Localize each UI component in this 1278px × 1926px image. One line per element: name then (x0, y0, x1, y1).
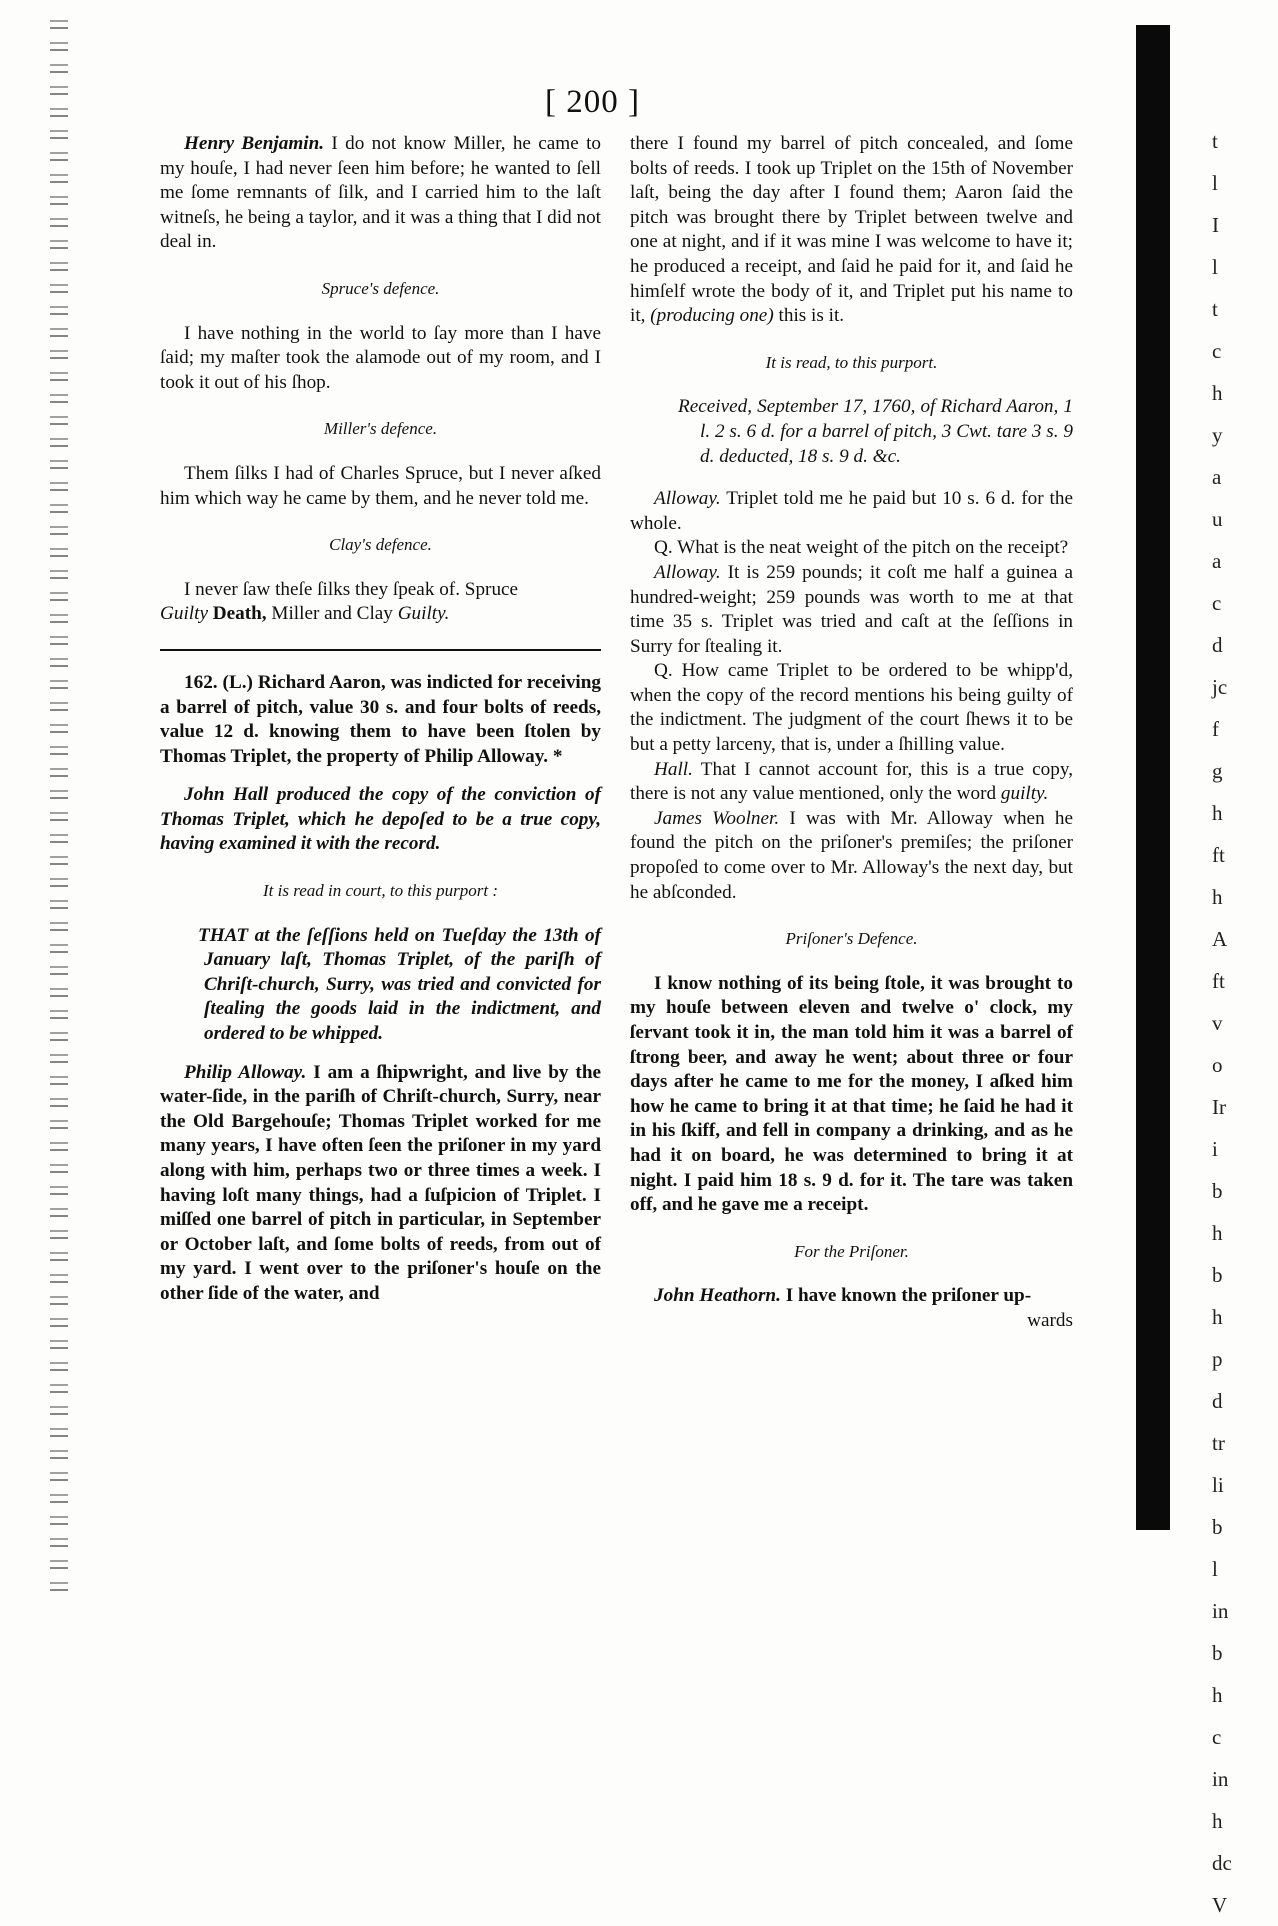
adjacent-page-fragment: ft (1212, 969, 1225, 993)
paragraph-spruce-defence: I have nothing in the world to ſay more than I have ſaid; my maſter took the alamode out of my room, and I took it out of his ſhop. (160, 322, 601, 393)
adjacent-page-fragment: a (1212, 549, 1222, 573)
right-column (630, 132, 1073, 1334)
paragraph-alloway-answer-1 (630, 487, 1073, 536)
adjacent-page-fragment: in (1212, 1767, 1229, 1791)
adjacent-page-fragment: l (1212, 255, 1218, 279)
paragraph-text: I have known the priſoner up- (785, 1285, 1032, 1307)
adjacent-page-fragment: b (1212, 1179, 1223, 1203)
adjacent-page-fragment: d (1212, 1389, 1223, 1413)
word-guilty: guilty. (1000, 783, 1049, 805)
receipt-quote: Received, September 17, 1760, of Richard Aaron, 1 l. 2 s. 6 d. for a barrel of pitch, 3 Cwt. tare 3 s. 9 d. deducted, 18 s. 9 d. &c. (678, 396, 1073, 467)
heading-for-prisoner: For the Priſoner. (794, 1241, 909, 1261)
adjacent-page-fragment: h (1212, 885, 1223, 909)
adjacent-page-fragment: tr (1212, 1431, 1225, 1455)
page-number: [ 200 ] (545, 84, 640, 120)
heading-prisoner-defence: Priſoner's Defence. (785, 929, 918, 949)
paragraph-clay-defence (160, 578, 601, 627)
paragraph-alloway-continued (630, 132, 1073, 329)
paragraph-text: I do not know Miller, he came to my houſe, I had never ſeen him before; he wanted to ſell me ſome remnants of ſilk, and I carried him to the laſt witneſs, he being a taylor, and it was a thing that I did not deal in. (160, 133, 602, 253)
adjacent-page-fragment: I (1212, 213, 1219, 237)
adjacent-page-fragment: l (1212, 171, 1218, 195)
paragraph-prisoner-defence: I know nothing of its being ſtole, it was brought to my houſe between eleven and twelve o' clock, my ſervant took it in, the man told him it was a barrel of ſtrong beer, and away he went; about three or four days after he came to me for the money, I aſked him how he came to bring it at that time; he ſaid he had it in his ſkiff, and fell in company a drinking, and as he had it on board, he was determined to bring it at night. I paid him 18 s. 9 d. for it. The tare was taken off, and he gave me a receipt. (630, 972, 1073, 1216)
adjacent-page-fragment: b (1212, 1263, 1223, 1287)
adjacent-page-fragment: y (1212, 423, 1223, 447)
paragraph-text: I am a ſhipwright, and live by the water-ſide, in the pariſh of Chriſt-church, Surry, near the Old Bargehouſe; Thomas Triplet worked for me many years, I have often ſeen the priſoner in my yard along with him, perhaps two or three times a week. I having loſt many things, had a ſuſpicion of Triplet. I miſſed one barrel of pitch in particular, in September or October laſt, and ſome bolts of reeds, from out of my yard. I went over to the priſoner's houſe on the other ſide of the water, and (160, 1061, 602, 1304)
adjacent-page-fragment: jc (1212, 675, 1228, 699)
paragraph-miller-defence: Them ſilks I had of Charles Spruce, but I never aſked him which way he came by them, and he never told me. (160, 462, 601, 509)
speaker-name: James Woolner. (654, 807, 780, 829)
catchword: wards (1027, 1309, 1073, 1331)
adjacent-page-fragment: v (1212, 1011, 1223, 1035)
paragraph-text: was indicted for receiving a barrel of pitch, value 30 s. and four bolts of reeds, value 12 d. knowing them to have been ſtolen by Thomas Triplet, the property of Philip Alloway. * (160, 671, 602, 767)
speaker-name: Alloway. (654, 561, 721, 583)
adjacent-page-fragment: h (1212, 1221, 1223, 1245)
case-number: 162. (L.) (184, 671, 253, 693)
paragraph-hall-copy: John Hall produced the copy of the conviction of Thomas Triplet, which he depoſed to be a true copy, having examined it with the record. (160, 784, 601, 855)
paragraph-question-2: Q. How came Triplet to be ordered to be whipp'd, when the copy of the record mentions his being guilty of the indictment. The judgment of the court ſhews it to be but a petty larceny, that is, under a ſhilling value. (630, 660, 1073, 756)
adjacent-page-fragment: li (1212, 1473, 1224, 1497)
verdict-text: Miller and Clay (271, 603, 393, 625)
paragraph-indictment (160, 671, 601, 769)
speaker-name: Henry Benjamin. (184, 133, 325, 154)
paragraph-text: Triplet told me he paid but 10 s. 6 d. for the whole. (630, 488, 1073, 534)
heading-read-in-court: It is read in court, to this purport : (262, 881, 498, 901)
paragraph-hall-answer (630, 758, 1073, 807)
adjacent-page-fragment: ft (1212, 843, 1225, 867)
section-divider (160, 649, 601, 651)
adjacent-page-fragment: dc (1212, 1851, 1232, 1875)
paragraph-john-heathorn (630, 1284, 1073, 1309)
paragraph-text: That I cannot account for, this is a true copy, there is not any value mentioned, only the word (630, 758, 1073, 805)
verdict-guilty: Guilty. (397, 603, 450, 625)
adjacent-page-fragment: h (1212, 1683, 1223, 1707)
paragraph-philip-alloway (160, 1061, 601, 1307)
adjacent-page-fragment: p (1212, 1347, 1223, 1371)
adjacent-page-fragment: o (1212, 1053, 1223, 1077)
verdict-death: Death, (212, 603, 267, 625)
adjacent-page-fragment: h (1212, 1305, 1223, 1329)
adjacent-page-fragment: b (1212, 1515, 1223, 1539)
paragraph-james-woolner (630, 807, 1073, 905)
adjacent-page-fragment: in (1212, 1599, 1229, 1623)
paragraph-text: this is it. (778, 305, 845, 327)
heading-miller-defence: Miller's defence. (323, 419, 438, 439)
paragraph-question-1: Q. What is the neat weight of the pitch on the receipt? (654, 537, 1069, 559)
adjacent-page-fragment: g (1212, 759, 1223, 783)
adjacent-page-fragment: c (1212, 1725, 1222, 1749)
adjacent-page-fragment: a (1212, 465, 1222, 489)
paragraph-alloway-answer-2 (630, 561, 1073, 659)
adjacent-page-fragment: i (1212, 1137, 1218, 1161)
defendant-name: Richard Aaron, (257, 671, 386, 693)
adjacent-page-fragment: c (1212, 339, 1222, 363)
adjacent-page-fragment: c (1212, 591, 1222, 615)
paragraph-henry-benjamin (160, 132, 601, 255)
court-record-quote: THAT at the ſeſſions held on Tueſday the 13th of January laſt, Thomas Triplet, of the pariſh of Chriſt-church, Surry, was tried and convicted for ſtealing the goods laid in the indictment, and ordered to be whipped. (198, 924, 601, 1045)
paragraph-text: I was with Mr. Alloway when he found the pitch on the priſoner's premiſes; the priſoner propoſed to come over to Mr. Alloway's the next day, but he abſconded. (630, 807, 1073, 903)
speaker-name: Alloway. (654, 488, 721, 510)
left-column (160, 132, 601, 1307)
paragraph-text: I never ſaw theſe ſilks they ſpeak of. Spruce (184, 578, 519, 600)
heading-clay-defence: Clay's defence. (329, 535, 432, 555)
adjacent-page-fragment: h (1212, 801, 1223, 825)
adjacent-page-fragment: A (1212, 927, 1228, 951)
adjacent-page-fragment: V (1212, 1893, 1228, 1917)
adjacent-page-fragment: l (1212, 1557, 1218, 1581)
binding-gutter (50, 20, 68, 1600)
page-fold-shadow (1136, 25, 1170, 1530)
verdict-guilty: Guilty (160, 603, 208, 625)
adjacent-page-fragment: h (1212, 1809, 1223, 1833)
adjacent-page-fragment: h (1212, 381, 1223, 405)
speaker-name: John Heathorn. (654, 1285, 781, 1307)
adjacent-page-fragment: t (1212, 129, 1218, 153)
heading-read-purport: It is read, to this purport. (765, 352, 938, 372)
adjacent-page-fragments (1212, 120, 1274, 1926)
adjacent-page-fragment: f (1212, 717, 1219, 741)
adjacent-page-fragment: b (1212, 1641, 1223, 1665)
adjacent-page-fragment: u (1212, 507, 1223, 531)
adjacent-page-fragment: Ir (1212, 1095, 1226, 1119)
adjacent-page-fragment: d (1212, 633, 1223, 657)
stage-direction: (producing one) (650, 305, 774, 327)
adjacent-page-fragment: t (1212, 297, 1218, 321)
paragraph-text: there I found my barrel of pitch concealed, and ſome bolts of reeds. I took up Triplet on the 15th of November laſt, being the day after I found them; Aaron ſaid the pitch was brought there by Triplet between twelve and one at night, and if it was mine I was welcome to have it; he produced a receipt, and ſaid he paid for it, and ſaid he himſelf wrote the body of it, and Triplet put his name to it, (630, 133, 1073, 327)
speaker-name: Hall. (654, 758, 693, 780)
speaker-name: Philip Alloway. (184, 1061, 307, 1083)
paragraph-text: It is 259 pounds; it coſt me half a guinea a hundred-weight; 259 pounds was worth to me at that time 35 s. Triplet was tried and caſt at the ſeſſions in Surry for ſtealing it. (630, 561, 1074, 657)
heading-spruce-defence: Spruce's defence. (321, 278, 440, 298)
